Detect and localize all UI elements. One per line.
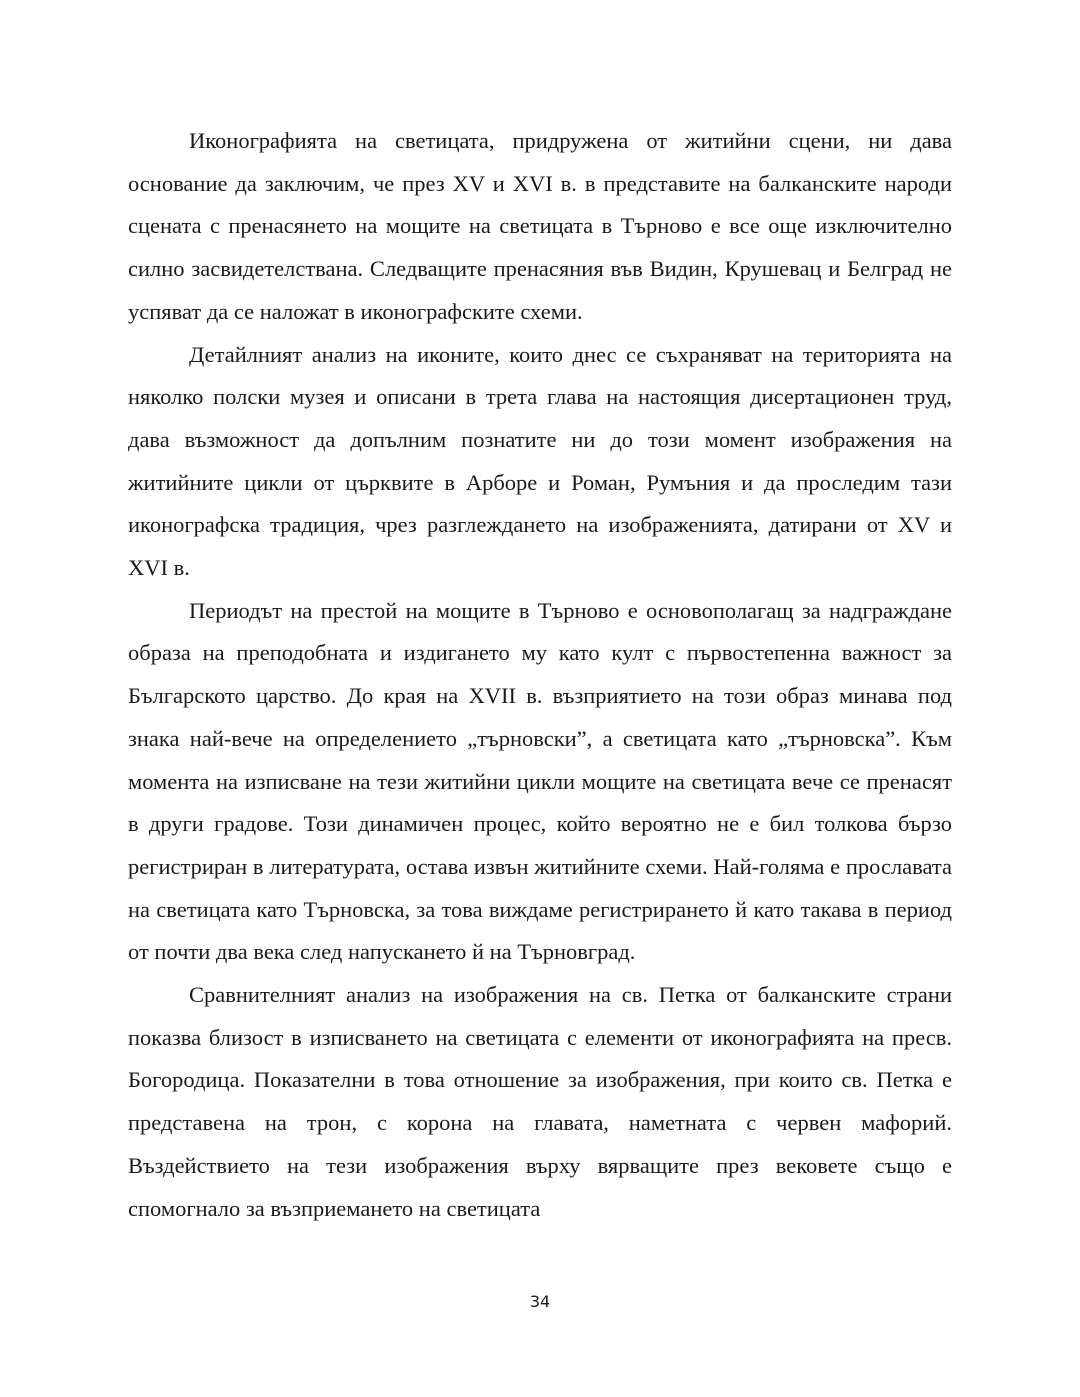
paragraph-2: Детайлният анализ на иконите, които днес се съхраняват на територията на няколко полски музея и описани в трета глава на настоящия дисертационен труд, дава възможност да допълним познатите ни до този момент изображения на житийните цикли от църквите в Арборе и Роман, Румъния и да проследим тази иконографска традиция, чрез разглеждането на изображенията, датирани от XV и XVI в. [128, 341, 952, 581]
paragraph-4: Сравнителният анализ на изображения на св. Петка от балканските страни показва близост в изписването на светицата с елементи от иконографията на пресв. Богородица. Показателни в това отношение за изображения, при които св. Петка е представена на трон, с корона на главата, наметната с червен мафорий. Въздействието на тези изображения върху вярващите през вековете също е спомогнало за възприемането на светицата [128, 982, 952, 1221]
paragraph-3: Периодът на престой на мощите в Търново е основополагащ за надграждане образа на преподобната и издигането му като култ с първостепенна важност за Българското царство. До края на XVII в. възприятието на този образ минава под знака най-вече на определението „търновски”, а светицата като „търновска”. Към момента на изписване на тези житийни цикли мощите на светицата вече се пренасят в други градове. Този динамичен процес, който вероятно не е бил толкова бързо регистриран в литературата, остава извън житийните схеми. Най-голяма е прославата на светицата като Търновска, за това виждаме регистрирането й като такава в период от почти два века след напускането й на Търновград. [128, 597, 952, 965]
paragraph-1: Иконографията на светицата, придружена от житийни сцени, ни дава основание да заключим, че през XV и XVI в. в представите на балканските народи сцената с пренасянето на мощите на светицата в Търново е все още изключително силно засвидетелствана. Следващите пренасяния във Видин, Крушевац и Белград не успяват да се наложат в иконографските схеми. [128, 128, 952, 324]
body-text [128, 120, 952, 1230]
page-number: 34 [529, 1292, 551, 1311]
